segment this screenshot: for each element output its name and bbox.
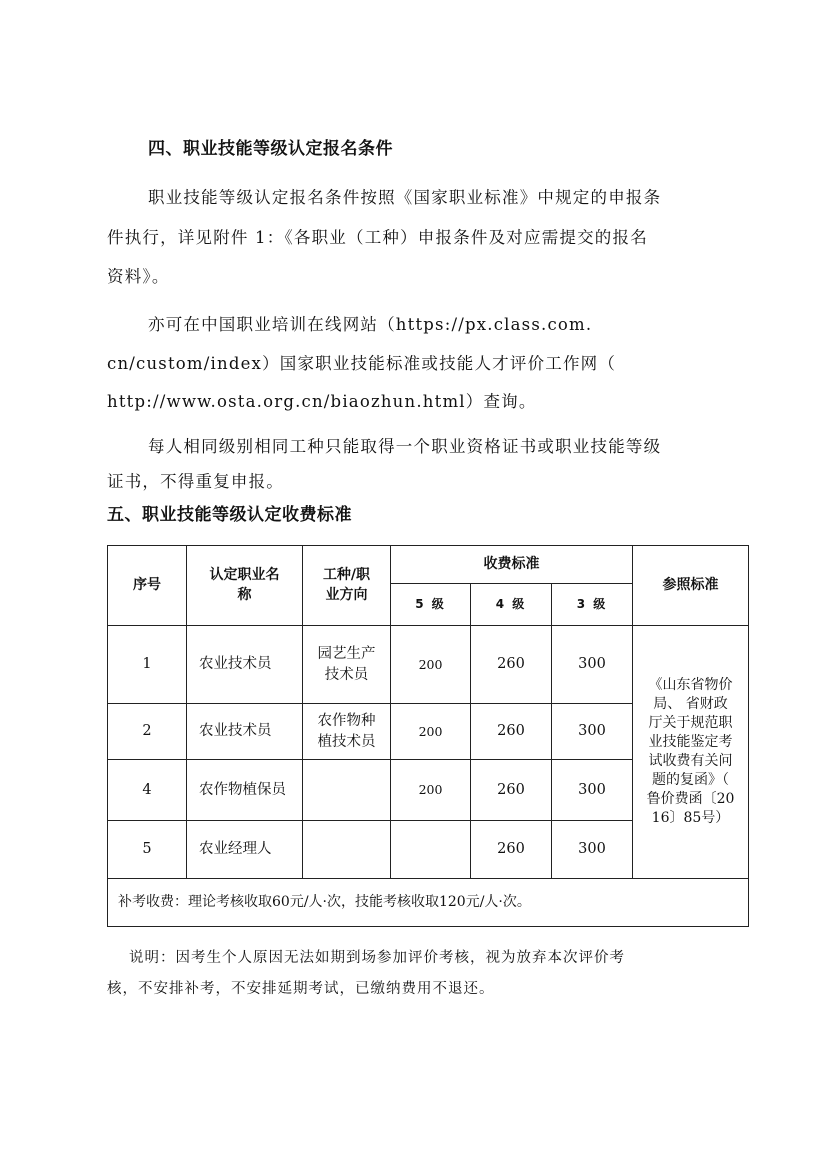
cell-work-type [303, 760, 391, 821]
cell-seq: 2 [108, 704, 187, 760]
header-level-4: 4 级 [471, 584, 552, 626]
paragraph-line: 资料》。 [107, 267, 170, 286]
supplement-fee: 补考收费：理论考核收取60元/人·次，技能考核收取120元/人·次。 [108, 879, 749, 927]
section-5-heading: 五、职业技能等级认定收费标准 [107, 505, 352, 525]
reference-line: 鲁价费函〔20 [646, 790, 735, 807]
header-work-type [303, 546, 391, 626]
table-row [108, 626, 749, 704]
header-occupation [187, 546, 303, 626]
cell-work-type-line: 农作物种 [317, 713, 376, 730]
reference-line: 局、 省财政 [653, 696, 728, 713]
section-4-heading: 四、职业技能等级认定报名条件 [148, 139, 393, 159]
header-work-type-line: 工种/职 [322, 566, 371, 583]
cell-level-3-fee: 300 [552, 760, 633, 821]
reference-line: 《山东省物价 [648, 677, 733, 694]
cell-level-3-fee: 300 [552, 704, 633, 760]
header-fee-standard: 收费标准 [391, 546, 633, 584]
cell-level-5-fee: 200 [391, 760, 471, 821]
cell-work-type [303, 626, 391, 704]
paragraph-line: cn/custom/index）国家职业技能标准或技能人才评价工作网（ [107, 354, 617, 373]
note-line: 核，不安排补考，不安排延期考试，已缴纳费用不退还。 [107, 981, 495, 997]
header-level-3: 3 级 [552, 584, 633, 626]
cell-occupation: 农作物植保员 [187, 760, 303, 821]
paragraph-line: 职业技能等级认定报名条件按照《国家职业标准》中规定的申报条 [148, 188, 662, 207]
cell-occupation: 农业技术员 [187, 704, 303, 760]
paragraph-line: http://www.osta.org.cn/biaozhun.html）查询。 [107, 392, 537, 411]
cell-occupation: 农业技术员 [187, 626, 303, 704]
cell-level-3-fee: 300 [552, 626, 633, 704]
cell-level-5-fee [391, 821, 471, 879]
paragraph-line: 每人相同级别相同工种只能取得一个职业资格证书或职业技能等级 [148, 437, 662, 456]
header-occupation-line: 称 [237, 586, 252, 603]
note-line: 说明：因考生个人原因无法如期到场参加评价考核，视为放弃本次评价考 [129, 950, 625, 966]
header-seq: 序号 [108, 546, 187, 626]
header-level-5: 5 级 [391, 584, 471, 626]
cell-level-4-fee: 260 [471, 626, 552, 704]
fee-standard-table [107, 545, 749, 927]
cell-level-4-fee: 260 [471, 760, 552, 821]
cell-seq: 1 [108, 626, 187, 704]
paragraph-line: 件执行，详见附件 1：《各职业（工种）申报条件及对应需提交的报名 [107, 228, 648, 247]
cell-work-type [303, 821, 391, 879]
cell-seq: 5 [108, 821, 187, 879]
header-reference: 参照标准 [633, 546, 749, 626]
cell-work-type [303, 704, 391, 760]
reference-line: 题的复函》（ [652, 771, 729, 788]
cell-level-5-fee: 200 [391, 704, 471, 760]
cell-reference [633, 626, 749, 879]
reference-line: 业技能鉴定考 [648, 734, 733, 751]
cell-seq: 4 [108, 760, 187, 821]
header-occupation-line: 认定职业名 [209, 566, 280, 583]
header-work-type-line: 业方向 [325, 586, 368, 603]
cell-level-4-fee: 260 [471, 704, 552, 760]
cell-occupation: 农业经理人 [187, 821, 303, 879]
cell-work-type-line: 园艺生产 [317, 646, 376, 663]
reference-line: 16〕85号） [651, 809, 730, 826]
reference-line: 厅关于规范职 [648, 715, 733, 732]
cell-level-5-fee: 200 [391, 626, 471, 704]
cell-level-4-fee: 260 [471, 821, 552, 879]
cell-level-3-fee: 300 [552, 821, 633, 879]
reference-line: 试收费有关问 [648, 753, 733, 769]
cell-work-type-line: 技术员 [324, 666, 369, 683]
cell-work-type-line: 植技术员 [317, 733, 376, 750]
paragraph-line: 证书，不得重复申报。 [107, 472, 284, 491]
paragraph-line: 亦可在中国职业培训在线网站（https://px.class.com. [148, 315, 593, 334]
